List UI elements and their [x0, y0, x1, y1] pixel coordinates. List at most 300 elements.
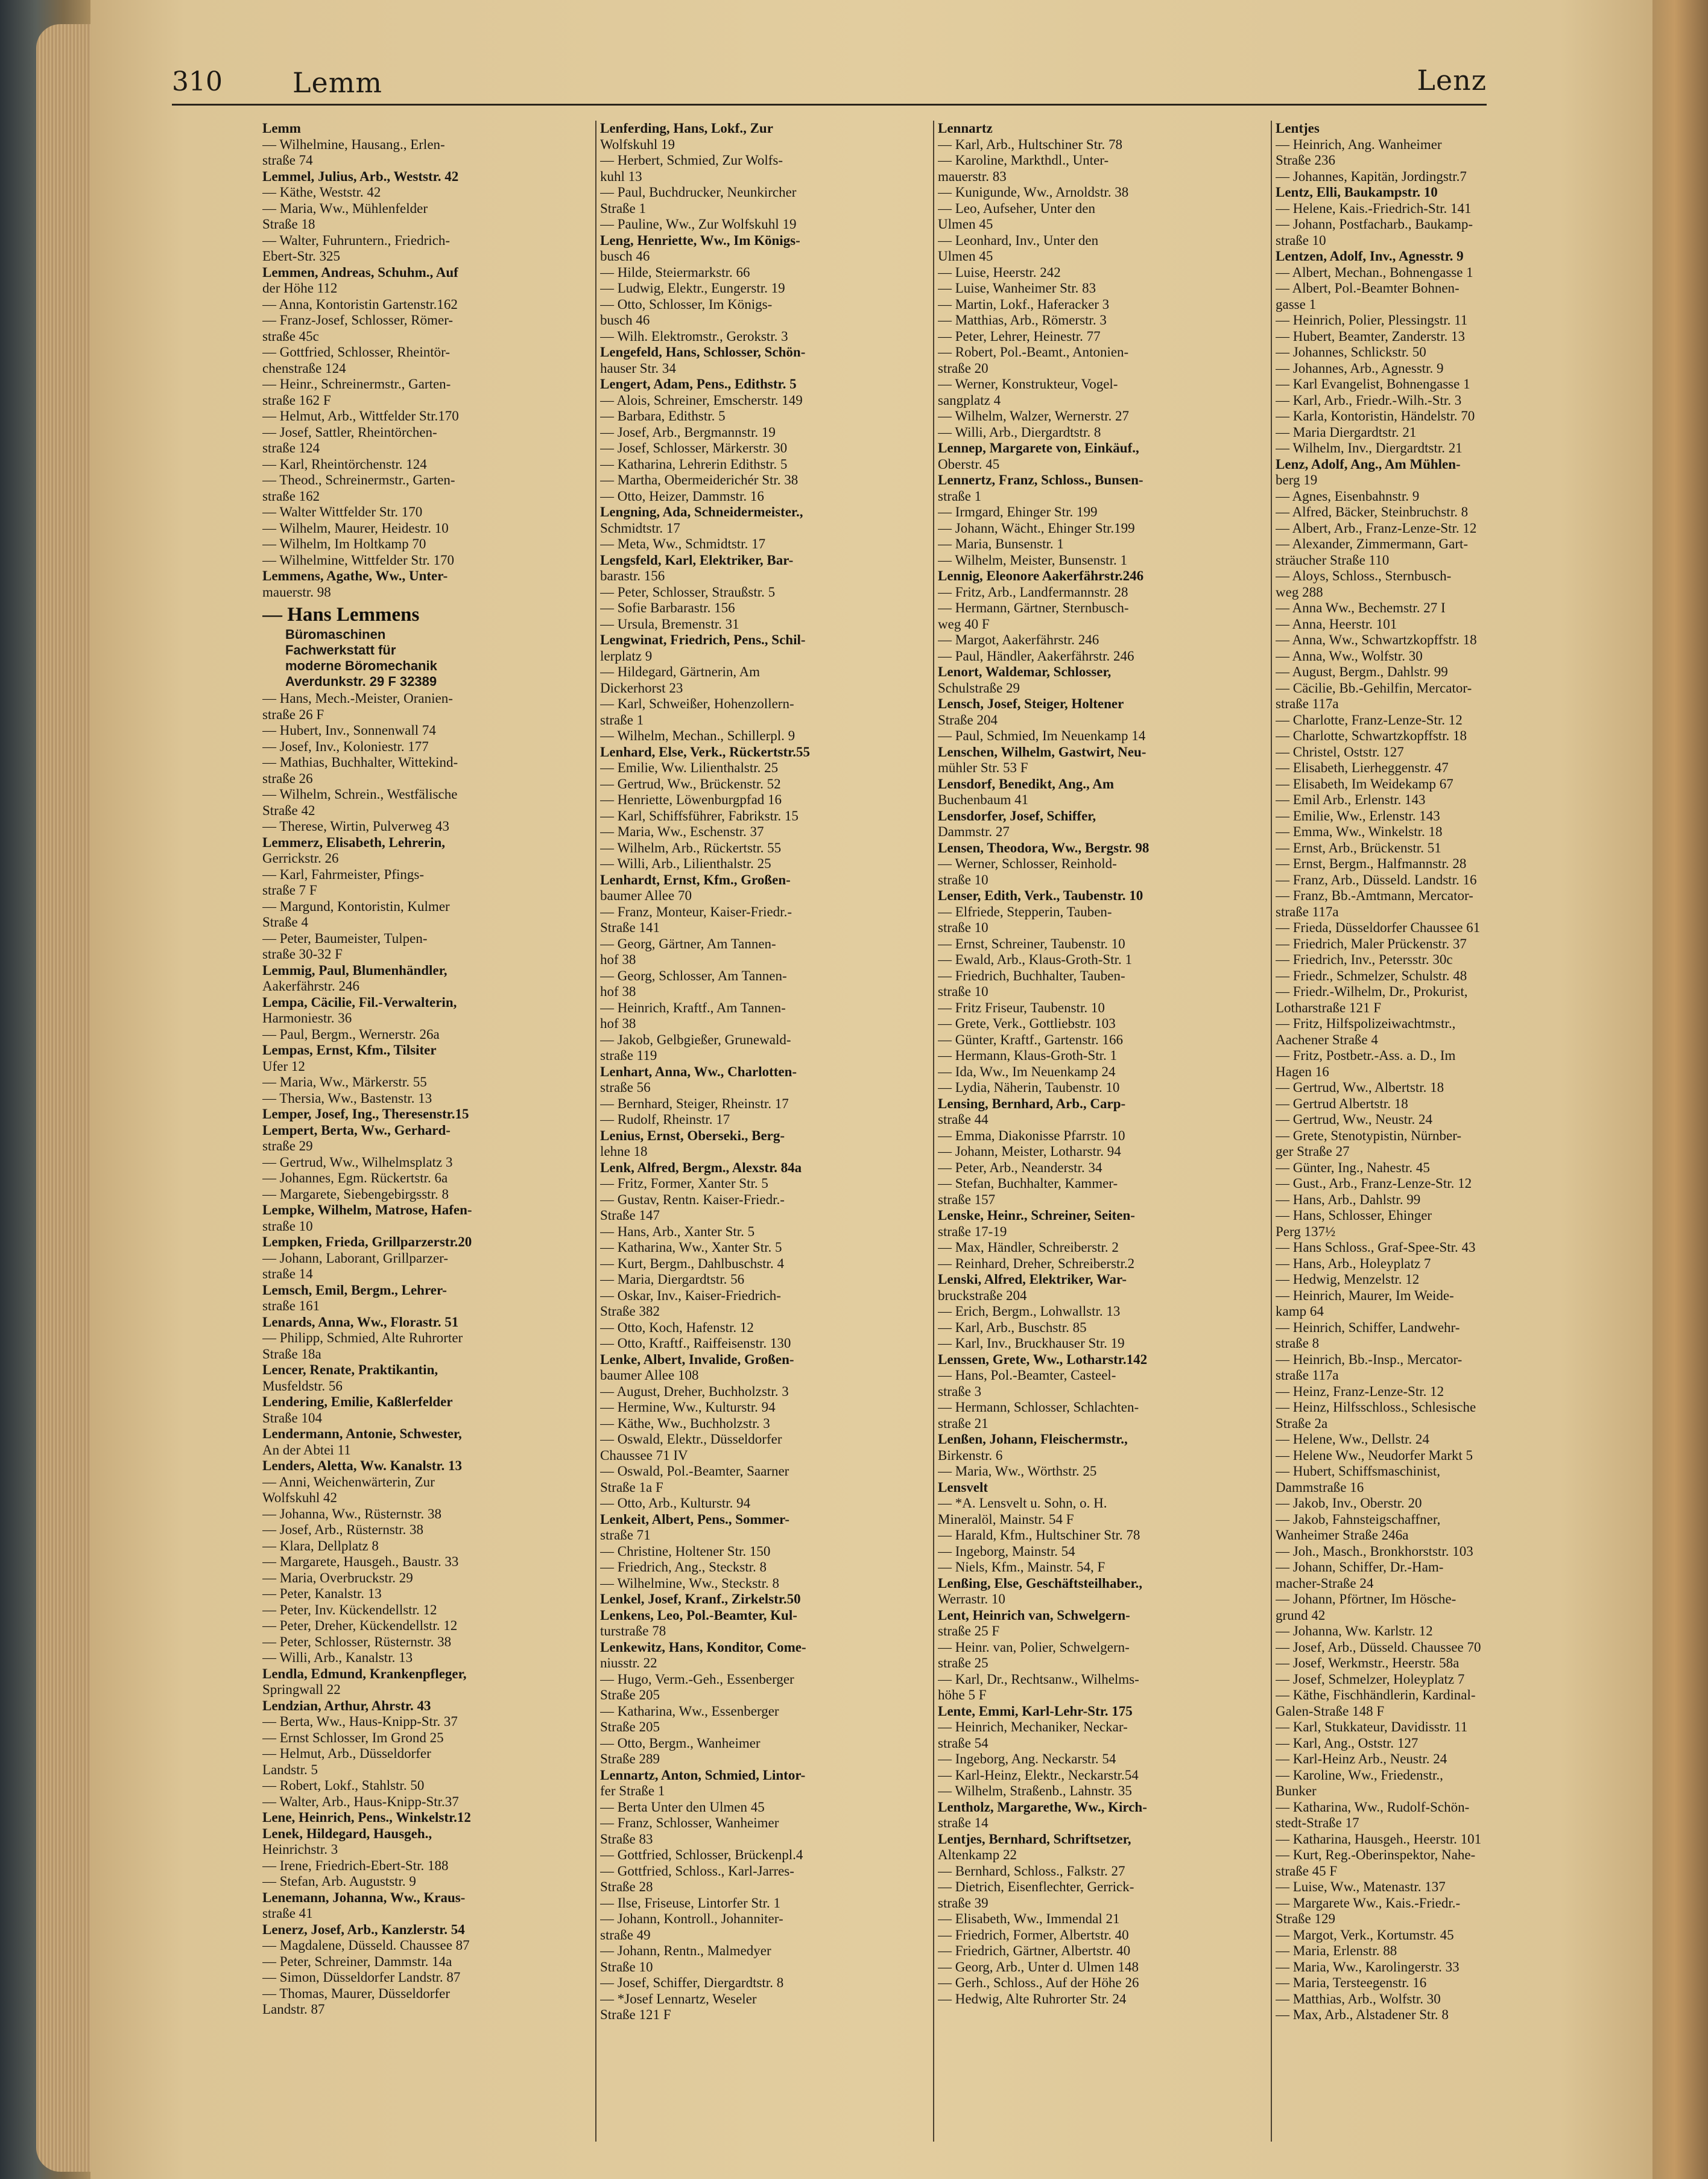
directory-entry: — Ernst Schlosser, Im Grond 25 — [262, 1730, 444, 1745]
directory-entry: Straße 141 — [600, 920, 660, 935]
directory-entry: — Max, Arb., Alstadener Str. 8 — [1276, 2007, 1449, 2022]
directory-entry: — Josef, Inv., Koloniestr. 177 — [262, 738, 429, 754]
directory-entry: — Niels, Kfm., Mainstr. 54, F — [938, 1559, 1105, 1575]
directory-entry: — Franz, Arb., Düsseld. Landstr. 16 — [1276, 872, 1477, 887]
ad-address: Averdunkstr. 29 F 32389 — [285, 674, 437, 689]
directory-entry: — Anni, Weichenwärterin, Zur — [262, 1474, 435, 1489]
directory-entry: Straße 42 — [262, 802, 315, 818]
directory-entry: grund 42 — [1276, 1607, 1326, 1623]
header-rule — [172, 104, 1487, 106]
surname-heading: Lentjes, Bernhard, Schriftsetzer, — [938, 1831, 1131, 1847]
directory-entry: Hagen 16 — [1276, 1064, 1329, 1079]
directory-entry: — Friedrich, Ang., Steckstr. 8 — [600, 1559, 767, 1575]
directory-entry: straße 26 F — [262, 706, 324, 722]
directory-entry: straße 1 — [938, 488, 982, 504]
directory-entry: — Otto, Bergm., Wanheimer — [600, 1735, 761, 1751]
directory-entry: — Anna, Ww., Wolfstr. 30 — [1276, 648, 1423, 664]
directory-entry: — Heinrich, Mechaniker, Neckar- — [938, 1719, 1128, 1734]
directory-entry: — Barbara, Edithstr. 5 — [600, 408, 726, 423]
surname-heading: Lensing, Bernhard, Arb., Carp- — [938, 1096, 1126, 1111]
directory-entry: — Karl, Stukkateur, Davidisstr. 11 — [1276, 1719, 1468, 1734]
surname-heading: Lentz, Elli, Baukampstr. 10 — [1276, 185, 1438, 200]
directory-entry: straße 10 — [262, 1218, 313, 1234]
directory-entry: — Josef, Schiffer, Diergardtstr. 8 — [600, 1975, 784, 1990]
directory-entry: — Hans, Arb., Xanter Str. 5 — [600, 1223, 755, 1239]
directory-entry: — Josef, Arb., Düsseld. Chaussee 70 — [1276, 1639, 1481, 1655]
directory-entry: — Ursula, Bremenstr. 31 — [600, 616, 739, 632]
directory-entry: straße 20 — [938, 360, 988, 376]
directory-entry: — Emilie, Ww. Lilienthalstr. 25 — [600, 760, 779, 775]
advertisement-entry — [262, 603, 570, 690]
directory-entry: — Herbert, Schmied, Zur Wolfs- — [600, 153, 783, 168]
surname-heading: Lennartz, Anton, Schmied, Lintor- — [600, 1767, 806, 1783]
directory-entry: — Margarete, Siebengebirgsstr. 8 — [262, 1186, 449, 1202]
directory-entry: — Wilhelm, Arb., Rückertstr. 55 — [600, 840, 782, 855]
directory-entry: — Bernhard, Schloss., Falkstr. 27 — [938, 1863, 1125, 1879]
surname-heading: Lempas, Ernst, Kfm., Tilsiter — [262, 1042, 437, 1058]
directory-entry: — Leonhard, Inv., Unter den — [938, 232, 1099, 248]
directory-entry: — Wilhelmine, Wittfelder Str. 170 — [262, 552, 454, 568]
directory-entry: Straße 28 — [600, 1879, 653, 1894]
directory-entry: — Karl, Ang., Oststr. 127 — [1276, 1735, 1419, 1751]
directory-entry: — Christel, Oststr. 127 — [1276, 744, 1404, 760]
surname-heading: Lencer, Renate, Praktikantin, — [262, 1362, 438, 1377]
directory-entry: — Karl, Arb., Hultschiner Str. 78 — [938, 136, 1122, 152]
directory-entry: — Friedrich, Former, Albertstr. 40 — [938, 1927, 1129, 1943]
directory-entry: hof 38 — [600, 984, 636, 999]
directory-entry: — Karoline, Markthdl., Unter- — [938, 153, 1109, 168]
directory-entry: — Hans, Pol.-Beamter, Casteel- — [938, 1368, 1116, 1383]
directory-entry: — Wilhelm, Im Holtkamp 70 — [262, 536, 426, 551]
directory-entry: — Fritz, Former, Xanter Str. 5 — [600, 1176, 768, 1191]
directory-entry: Lotharstraße 121 F — [1276, 1000, 1382, 1015]
directory-entry: straße 124 — [262, 440, 320, 455]
directory-entry: Straße 18 — [262, 217, 315, 232]
directory-entry: — Martin, Lokf., Haferacker 3 — [938, 296, 1110, 312]
directory-entry: — Kunigunde, Ww., Arnoldstr. 38 — [938, 185, 1129, 200]
directory-entry: — Ludwig, Elektr., Eungerstr. 19 — [600, 281, 785, 296]
directory-entry: — Elfriede, Stepperin, Tauben- — [938, 904, 1112, 919]
running-head-left: Lemm — [293, 66, 383, 99]
directory-entry: — Karl Evangelist, Bohnengasse 1 — [1276, 376, 1470, 392]
directory-entry: — Elisabeth, Lierheggenstr. 47 — [1276, 760, 1449, 775]
directory-entry: sangplatz 4 — [938, 392, 1001, 408]
directory-entry: — *Josef Lennartz, Weseler — [600, 1991, 757, 2006]
directory-entry: — Reinhard, Dreher, Schreiberstr.2 — [938, 1255, 1135, 1271]
directory-entry: — Otto, Heizer, Dammstr. 16 — [600, 488, 764, 504]
directory-entry: — Wilhelm, Mechan., Schillerpl. 9 — [600, 728, 795, 743]
directory-entry: — Kurt, Reg.-Oberinspektor, Nahe- — [1276, 1847, 1476, 1862]
surname-heading: Lensch, Josef, Steiger, Holtener — [938, 696, 1124, 711]
right-page-edge — [1653, 0, 1708, 2179]
directory-entry: — Georg, Schlosser, Am Tannen- — [600, 968, 787, 983]
surname-heading: Lenkens, Leo, Pol.-Beamter, Kul- — [600, 1607, 797, 1623]
directory-entry: — Wilhelm, Straßenb., Lahnstr. 35 — [938, 1783, 1132, 1798]
directory-entry: — Johannes, Egm. Rückertstr. 6a — [262, 1170, 448, 1185]
directory-entry: — Hubert, Schiffsmaschinist, — [1276, 1464, 1440, 1479]
directory-entry: — Gertrud Albertstr. 18 — [1276, 1096, 1408, 1111]
directory-entry: — Friedrich, Gärtner, Albertstr. 40 — [938, 1943, 1131, 1958]
directory-entry: — Willi, Arb., Lilienthalstr. 25 — [600, 856, 771, 871]
directory-entry: straße 39 — [938, 1895, 988, 1911]
directory-entry: Aakerfährstr. 246 — [262, 978, 359, 994]
directory-entry: — Franz, Schlosser, Wanheimer — [600, 1815, 779, 1830]
directory-entry: — Luise, Wanheimer Str. 83 — [938, 281, 1096, 296]
directory-entry: Straße 4 — [262, 915, 309, 930]
directory-entry: — Karl, Fahrmeister, Pfings- — [262, 866, 425, 882]
directory-entry: — Otto, Koch, Hafenstr. 12 — [600, 1319, 754, 1335]
directory-entry: straße 119 — [600, 1048, 657, 1063]
directory-entry: — Karl, Arb., Buschstr. 85 — [938, 1319, 1087, 1335]
directory-entry: — Paul, Bergm., Wernerstr. 26a — [262, 1026, 440, 1042]
directory-entry: — Erich, Bergm., Lohwallstr. 13 — [938, 1304, 1121, 1319]
directory-entry: — Johanna, Ww., Rüsternstr. 38 — [262, 1506, 442, 1521]
directory-entry: — Karl, Schweißer, Hohenzollern- — [600, 696, 794, 711]
directory-entry: — Georg, Gärtner, Am Tannen- — [600, 936, 776, 951]
directory-entry: — Matthias, Arb., Römerstr. 3 — [938, 312, 1107, 328]
directory-entry: — Thomas, Maurer, Düsseldorfer — [262, 1985, 450, 2001]
directory-entry: — Henriette, Löwenburgpfad 16 — [600, 792, 782, 807]
directory-entry: — Johann, Rentn., Malmedyer — [600, 1943, 771, 1958]
directory-entry: — Gertrud, Ww., Wilhelmsplatz 3 — [262, 1154, 453, 1170]
directory-entry: — Pauline, Ww., Zur Wolfskuhl 19 — [600, 217, 797, 232]
directory-entry: — Jakob, Inv., Oberstr. 20 — [1276, 1495, 1422, 1511]
directory-entry: straße 10 — [1276, 232, 1326, 248]
directory-entry: mauerstr. 98 — [262, 584, 331, 600]
directory-entry: — Anna, Ww., Schwartzkopffstr. 18 — [1276, 632, 1477, 647]
directory-entry: — Katharina, Hausgeh., Heerstr. 101 — [1276, 1831, 1482, 1847]
directory-entry: Wolfskuhl 19 — [600, 136, 675, 152]
directory-entry: straße 45 F — [1276, 1863, 1338, 1879]
directory-entry: — Ida, Ww., Im Neuenkamp 24 — [938, 1064, 1116, 1079]
directory-entry: — Lydia, Näherin, Taubenstr. 10 — [938, 1080, 1120, 1095]
directory-entry: berg 19 — [1276, 472, 1318, 487]
directory-entry: — Anna, Heerstr. 101 — [1276, 616, 1397, 632]
directory-entry: — Heinrich, Ang. Wanheimer — [1276, 136, 1442, 152]
surname-heading: Lenke, Albert, Invalide, Großen- — [600, 1351, 794, 1367]
directory-entry: — Josef, Werkmstr., Heerstr. 58a — [1276, 1655, 1460, 1670]
directory-entry: — Johann, Postfacharb., Baukamp- — [1276, 217, 1473, 232]
directory-entry: bruckstraße 204 — [938, 1287, 1027, 1303]
directory-entry: Straße 121 F — [600, 2007, 671, 2022]
directory-entry: — Max, Händler, Schreiberstr. 2 — [938, 1240, 1119, 1255]
directory-entry: lerplatz 9 — [600, 648, 653, 664]
directory-entry: — Werner, Konstrukteur, Vogel- — [938, 376, 1118, 392]
directory-entry: — Therese, Wirtin, Pulverweg 43 — [262, 819, 449, 834]
directory-entry: — Georg, Arb., Unter d. Ulmen 148 — [938, 1959, 1139, 1974]
directory-entry: straße 1 — [600, 712, 644, 728]
directory-entry: — Cäcilie, Bb.-Gehilfin, Mercator- — [1276, 680, 1472, 696]
directory-entry: — Werner, Schlosser, Reinhold- — [938, 856, 1117, 871]
surname-heading: Lendla, Edmund, Krankenpfleger, — [262, 1666, 467, 1681]
surname-heading: Lensdorf, Benedikt, Ang., Am — [938, 776, 1115, 791]
directory-entry: weg 40 F — [938, 616, 990, 632]
directory-entry: — Margarete Ww., Kais.-Friedr.- — [1276, 1895, 1461, 1911]
directory-entry: — Karl, Inv., Bruckhauser Str. 19 — [938, 1336, 1125, 1351]
directory-entry: — Johann, Kontroll., Johanniter- — [600, 1911, 783, 1926]
surname-heading: Lenkeit, Albert, Pens., Sommer- — [600, 1511, 790, 1527]
directory-entry: — Otto, Kraftf., Raiffeisenstr. 130 — [600, 1336, 791, 1351]
directory-entry: Chaussee 71 IV — [600, 1447, 688, 1463]
directory-entry: — Wilhelmine, Ww., Steckstr. 8 — [600, 1575, 779, 1591]
directory-entry: — Maria, Tersteegenstr. 16 — [1276, 1975, 1427, 1990]
surname-heading: Lenhardt, Ernst, Kfm., Großen- — [600, 872, 791, 887]
directory-entry: — Matthias, Arb., Wolfstr. 30 — [1276, 1991, 1441, 2006]
surname-heading: Lenz, Adolf, Ang., Am Mühlen- — [1276, 456, 1461, 472]
directory-entry: — Margund, Kontoristin, Kulmer — [262, 898, 450, 914]
surname-heading: Lentholz, Margarethe, Ww., Kirch- — [938, 1799, 1147, 1815]
directory-entry: — Heinrich, Kraftf., Am Tannen- — [600, 1000, 786, 1015]
directory-entry: — Hermann, Gärtner, Sternbusch- — [938, 600, 1129, 615]
directory-entry: busch 46 — [600, 312, 650, 328]
directory-entry: — Käthe, Weststr. 42 — [262, 185, 381, 200]
directory-entry: — Oswald, Elektr., Düsseldorfer — [600, 1432, 782, 1447]
directory-entry: — Josef, Sattler, Rheintörchen- — [262, 424, 437, 440]
surname-heading: Lenkewitz, Hans, Konditor, Come- — [600, 1639, 806, 1655]
directory-entry: — Sofie Barbarastr. 156 — [600, 600, 735, 615]
directory-entry: — Gottfried, Schloss., Karl-Jarres- — [600, 1863, 794, 1879]
directory-entry: — Klara, Dellplatz 8 — [262, 1538, 379, 1553]
directory-entry: — Frieda, Düsseldorfer Chaussee 61 — [1276, 920, 1481, 935]
surname-heading: Lengsfeld, Karl, Elektriker, Bar- — [600, 552, 794, 568]
directory-entry: — Emil Arb., Erlenstr. 143 — [1276, 792, 1426, 807]
directory-entry: — Philipp, Schmied, Alte Ruhrorter — [262, 1330, 463, 1345]
directory-entry: straße 29 — [262, 1138, 313, 1153]
directory-entry: — Fritz Friseur, Taubenstr. 10 — [938, 1000, 1105, 1015]
directory-entry: Harmoniestr. 36 — [262, 1010, 352, 1026]
directory-entry: — Katharina, Ww., Essenberger — [600, 1703, 779, 1719]
surname-heading: Lenski, Alfred, Elektriker, War- — [938, 1272, 1127, 1287]
surname-heading: Lensdorfer, Josef, Schiffer, — [938, 808, 1096, 823]
surname-heading: Lente, Emmi, Karl-Lehr-Str. 175 — [938, 1703, 1133, 1719]
surname-heading: Lenius, Ernst, Oberseki., Berg- — [600, 1128, 785, 1143]
directory-entry: Landstr. 87 — [262, 2002, 325, 2017]
directory-entry: — Wilhelm, Schrein., Westfälische — [262, 787, 458, 802]
directory-entry: Straße 382 — [600, 1304, 660, 1319]
surname-heading: Lenk, Alfred, Bergm., Alexstr. 84a — [600, 1159, 802, 1175]
surname-heading: Lensen, Theodora, Ww., Bergstr. 98 — [938, 840, 1150, 855]
directory-entry: — Berta, Ww., Haus-Knipp-Str. 37 — [262, 1714, 458, 1729]
directory-entry: Heinrichstr. 3 — [262, 1842, 338, 1857]
directory-entry: Birkenstr. 6 — [938, 1447, 1003, 1463]
directory-entry: — Simon, Düsseldorfer Landstr. 87 — [262, 1970, 461, 1985]
directory-entry: — Paul, Händler, Aakerfährstr. 246 — [938, 648, 1134, 664]
directory-entry: — Friedrich, Buchhalter, Tauben- — [938, 968, 1125, 983]
directory-entry: — Karla, Kontoristin, Händelstr. 70 — [1276, 408, 1475, 423]
surname-heading: Lenort, Waldemar, Schlosser, — [938, 664, 1112, 679]
directory-entry: — Hans, Arb., Holeyplatz 7 — [1276, 1255, 1431, 1271]
directory-entry: An der Abtei 11 — [262, 1442, 351, 1457]
directory-entry: — Karl, Rheintörchenstr. 124 — [262, 456, 427, 472]
directory-entry: Aachener Straße 4 — [1276, 1032, 1378, 1047]
directory-entry: Gerrickstr. 26 — [262, 851, 339, 866]
directory-entry: — *A. Lensvelt u. Sohn, o. H. — [938, 1495, 1107, 1511]
directory-entry: — Karl, Dr., Rechtsanw., Wilhelms- — [938, 1671, 1139, 1687]
surname-heading: Lendzian, Arthur, Ahrstr. 43 — [262, 1698, 431, 1713]
running-head-right: Lenz — [1417, 64, 1487, 97]
directory-entry: — Heinr. van, Polier, Schwelgern- — [938, 1639, 1130, 1655]
directory-entry: Altenkamp 22 — [938, 1847, 1017, 1862]
directory-entry: — Maria, Erlenstr. 88 — [1276, 1943, 1397, 1958]
directory-entry: straße 7 F — [262, 883, 317, 898]
column-4 — [1276, 121, 1583, 2148]
directory-entry: — Ingeborg, Mainstr. 54 — [938, 1543, 1075, 1559]
directory-entry: — Walter, Fuhruntern., Friedrich- — [262, 232, 451, 248]
directory-entry: straße 54 — [938, 1735, 988, 1751]
surname-heading: Lenser, Edith, Verk., Taubenstr. 10 — [938, 888, 1143, 903]
directory-entry: — August, Dreher, Buchholzstr. 3 — [600, 1383, 789, 1399]
directory-entry: straße 25 F — [938, 1623, 1000, 1638]
directory-entry: Werrastr. 10 — [938, 1591, 1005, 1606]
directory-entry: — Agnes, Eisenbahnstr. 9 — [1276, 488, 1420, 504]
directory-entry: macher-Straße 24 — [1276, 1575, 1374, 1591]
directory-entry: Buchenbaum 41 — [938, 792, 1029, 807]
directory-entry: — Katharina, Ww., Rudolf-Schön- — [1276, 1799, 1470, 1815]
directory-entry: — Johann, Wächt., Ehinger Str.199 — [938, 520, 1135, 536]
directory-entry: — Hubert, Inv., Sonnenwall 74 — [262, 723, 436, 738]
directory-entry: Wolfskuhl 42 — [262, 1490, 338, 1505]
directory-entry: — Anna Ww., Bechemstr. 27 I — [1276, 600, 1446, 615]
directory-entry: straße 8 — [1276, 1336, 1320, 1351]
directory-entry: — Anna, Kontoristin Gartenstr.162 — [262, 296, 458, 312]
directory-entry: straße 14 — [262, 1266, 313, 1281]
directory-entry: — Hermann, Schlosser, Schlachten- — [938, 1400, 1139, 1415]
surname-heading: Lengefeld, Hans, Schlosser, Schön- — [600, 344, 806, 360]
directory-entry: chenstraße 124 — [262, 360, 346, 376]
directory-entry: — Ernst, Schreiner, Taubenstr. 10 — [938, 936, 1125, 951]
directory-entry: straße 10 — [938, 872, 988, 887]
directory-entry: — Johann, Pförtner, Im Hösche- — [1276, 1591, 1457, 1606]
directory-entry: — Karl-Heinz, Elektr., Neckarstr.54 — [938, 1767, 1139, 1783]
directory-entry: — Maria, Ww., Mühlenfelder — [262, 200, 428, 216]
directory-entry: höhe 5 F — [938, 1687, 987, 1702]
directory-entry: — Peter, Schlosser, Rüsternstr. 38 — [262, 1634, 452, 1649]
surname-heading: Lentjes — [1276, 121, 1320, 136]
directory-entry: straße 157 — [938, 1191, 996, 1207]
directory-entry: — Helmut, Arb., Düsseldorfer — [262, 1746, 431, 1761]
directory-entry: straße 49 — [600, 1927, 651, 1943]
directory-entry: — Josef, Arb., Rüsternstr. 38 — [262, 1522, 424, 1537]
directory-entry: — Hans Schloss., Graf-Spee-Str. 43 — [1276, 1240, 1476, 1255]
surname-heading: Lengwinat, Friedrich, Pens., Schil- — [600, 632, 806, 647]
surname-heading: Lenerz, Josef, Arb., Kanzlerstr. 54 — [262, 1921, 465, 1937]
surname-heading: Lennig, Eleonore Aakerfährstr.246 — [938, 568, 1144, 583]
directory-entry: — Otto, Schlosser, Im Königs- — [600, 296, 773, 312]
directory-entry: — Franz, Monteur, Kaiser-Friedr.- — [600, 904, 792, 919]
directory-entry: Ufer 12 — [262, 1058, 305, 1074]
ad-subtitle: moderne Böromechanik — [285, 658, 437, 673]
directory-entry: — Maria, Bunsenstr. 1 — [938, 536, 1064, 551]
directory-entry: — August, Bergm., Dahlstr. 99 — [1276, 664, 1448, 679]
directory-entry: straße 56 — [600, 1080, 651, 1095]
directory-entry: — Theod., Schreinermstr., Garten- — [262, 472, 455, 487]
directory-entry: — Hermine, Ww., Kulturstr. 94 — [600, 1400, 776, 1415]
directory-entry: — Alfred, Bäcker, Steinbruchstr. 8 — [1276, 504, 1469, 519]
directory-entry: — Johannes, Arb., Agnesstr. 9 — [1276, 360, 1444, 376]
directory-entry: — Paul, Schmied, Im Neuenkamp 14 — [938, 728, 1146, 743]
directory-entry: straße 161 — [262, 1298, 320, 1313]
directory-entry: turstraße 78 — [600, 1623, 666, 1638]
directory-entry: Oberstr. 45 — [938, 456, 1000, 472]
directory-entry: straße 45c — [262, 328, 319, 344]
directory-entry: — Oskar, Inv., Kaiser-Friedrich- — [600, 1287, 781, 1303]
directory-entry: Dickerhorst 23 — [600, 680, 683, 696]
directory-entry: — Heinz, Hilfsschloss., Schlesische — [1276, 1400, 1476, 1415]
directory-entry: Schmidtstr. 17 — [600, 520, 680, 536]
directory-entry: — Stefan, Arb. Auguststr. 9 — [262, 1874, 416, 1889]
surname-heading: Lengning, Ada, Schneidermeister., — [600, 504, 803, 519]
surname-heading: Lemsch, Emil, Bergm., Lehrer- — [262, 1282, 447, 1298]
directory-entry: Schulstraße 29 — [938, 680, 1020, 696]
directory-entry: — Ewald, Arb., Klaus-Groth-Str. 1 — [938, 952, 1132, 967]
directory-entry: — Fritz, Arb., Landfermannstr. 28 — [938, 584, 1128, 600]
directory-entry: — Peter, Baumeister, Tulpen- — [262, 930, 428, 946]
directory-entry: Straße 83 — [600, 1831, 653, 1847]
directory-entry: — Rudolf, Rheinstr. 17 — [600, 1112, 730, 1127]
surname-heading: Lemper, Josef, Ing., Theresenstr.15 — [262, 1106, 469, 1121]
directory-entry: — Gertrud, Ww., Brückenstr. 52 — [600, 776, 781, 791]
directory-entry: — Franz-Josef, Schlosser, Römer- — [262, 312, 454, 328]
directory-entry: — Franz, Bb.-Amtmann, Mercator- — [1276, 888, 1473, 903]
directory-entry: — Hedwig, Menzelstr. 12 — [1276, 1272, 1420, 1287]
directory-entry: Perg 137½ — [1276, 1223, 1336, 1239]
directory-entry: straße 117a — [1276, 1368, 1339, 1383]
directory-entry: — Wilhelmine, Hausang., Erlen- — [262, 136, 445, 152]
directory-entry: — Ilse, Friseuse, Lintorfer Str. 1 — [600, 1895, 780, 1911]
directory-entry: — Fritz, Hilfspolizeiwachtmstr., — [1276, 1016, 1456, 1031]
directory-entry: — Hubert, Beamter, Zanderstr. 13 — [1276, 328, 1465, 344]
directory-entry: — Walter, Arb., Haus-Knipp-Str.37 — [262, 1794, 459, 1809]
directory-entry: — Grete, Verk., Gottliebstr. 103 — [938, 1016, 1116, 1031]
surname-heading: Lennep, Margarete von, Einkäuf., — [938, 440, 1139, 455]
directory-entry: — Emilie, Ww., Erlenstr. 143 — [1276, 808, 1440, 823]
directory-entry: — Günter, Ing., Nahestr. 45 — [1276, 1159, 1430, 1175]
directory-entry: — Bernhard, Steiger, Rheinstr. 17 — [600, 1096, 789, 1111]
directory-entry: — Johanna, Ww. Karlstr. 12 — [1276, 1623, 1433, 1638]
ad-subtitle: Büromaschinen — [285, 627, 386, 642]
directory-entry: — Peter, Schreiner, Dammstr. 14a — [262, 1953, 452, 1969]
directory-entry: — Harald, Kfm., Hultschiner Str. 78 — [938, 1527, 1140, 1543]
directory-entry: — Albert, Pol.-Beamter Bohnen- — [1276, 281, 1460, 296]
directory-entry: — Martha, Obermeiderichér Str. 38 — [600, 472, 799, 487]
directory-entry: — Josef, Arb., Bergmannstr. 19 — [600, 424, 776, 440]
directory-entry: mauerstr. 83 — [938, 168, 1007, 184]
directory-entry: — Gottfried, Schlosser, Rheintör- — [262, 344, 450, 360]
surname-heading: Lenssen, Grete, Ww., Lotharstr.142 — [938, 1351, 1148, 1367]
directory-entry: straße 26 — [262, 770, 313, 786]
directory-entry: — Johann, Meister, Lotharstr. 94 — [938, 1144, 1121, 1159]
directory-entry: — Helene Ww., Neudorfer Markt 5 — [1276, 1447, 1473, 1463]
directory-entry: — Willi, Arb., Diergardtstr. 8 — [938, 424, 1101, 440]
directory-entry: sträucher Straße 110 — [1276, 552, 1390, 568]
directory-entry: — Robert, Lokf., Stahlstr. 50 — [262, 1778, 425, 1793]
directory-entry: — Johannes, Schlickstr. 50 — [1276, 344, 1426, 360]
directory-entry: — Luise, Ww., Matenastr. 137 — [1276, 1879, 1446, 1894]
directory-entry: — Charlotte, Franz-Lenze-Str. 12 — [1276, 712, 1463, 728]
directory-entry: — Maria, Ww., Eschenstr. 37 — [600, 824, 764, 839]
directory-entry: — Hugo, Verm.-Geh., Essenberger — [600, 1671, 794, 1687]
directory-entry: — Friedrich, Maler Prückenstr. 37 — [1276, 936, 1467, 951]
directory-entry: — Peter, Lehrer, Heinestr. 77 — [938, 328, 1101, 344]
directory-entry: Springwall 22 — [262, 1682, 341, 1697]
directory-entry: — Mathias, Buchhalter, Wittekind- — [262, 755, 458, 770]
directory-entry: — Heinrich, Maurer, Im Weide- — [1276, 1287, 1454, 1303]
directory-entry: — Dietrich, Eisenflechter, Gerrick- — [938, 1879, 1134, 1894]
directory-entry: Ulmen 45 — [938, 217, 993, 232]
directory-entry: straße 10 — [938, 984, 988, 999]
directory-entry: — Meta, Ww., Schmidtstr. 17 — [600, 536, 766, 551]
directory-entry: — Johann, Laborant, Grillparzer- — [262, 1250, 449, 1266]
